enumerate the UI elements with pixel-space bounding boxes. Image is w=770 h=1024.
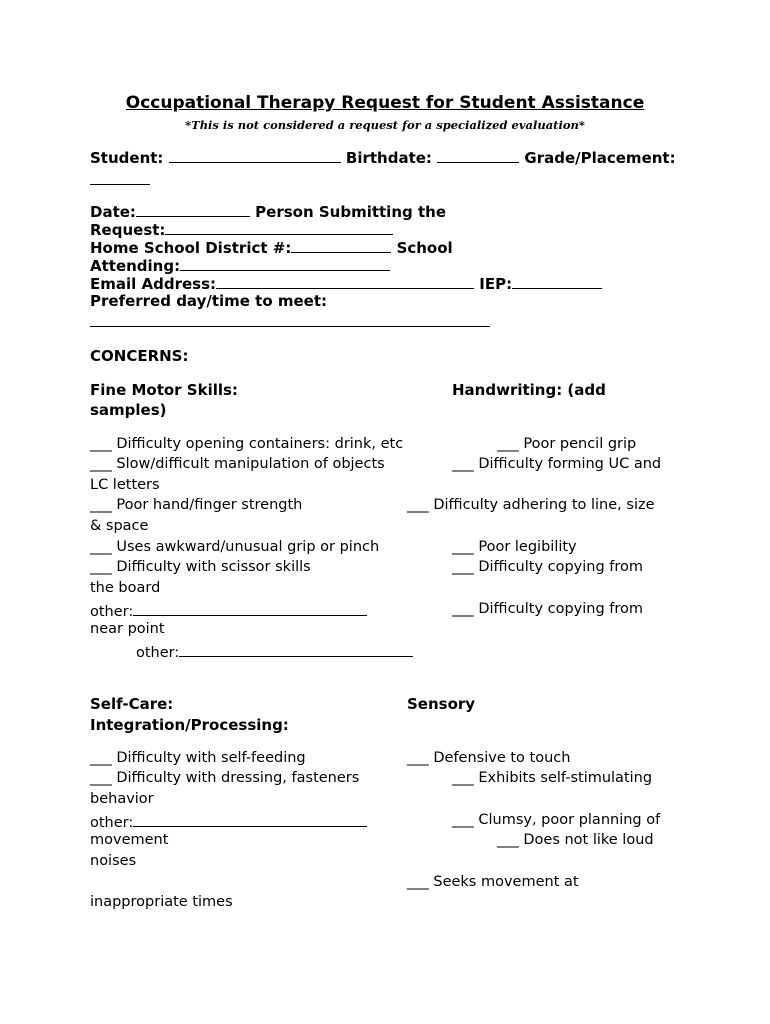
fine-motor-item: ___ Difficulty opening containers: drink, etc xyxy=(90,436,404,452)
preferred-label: Preferred day/time to meet: xyxy=(90,292,328,310)
handwriting-item: ___ Poor pencil grip xyxy=(497,436,637,452)
request-label: Request: xyxy=(90,221,166,239)
self-care-item: noises xyxy=(90,853,137,869)
request-row xyxy=(90,220,393,239)
self-care-item: movement xyxy=(90,832,169,848)
self-care-heading-cont: Integration/Processing: xyxy=(90,716,289,734)
fine-motor-item: ___ Poor hand/finger strength xyxy=(90,497,303,513)
preferred-field[interactable] xyxy=(90,312,490,327)
sensory-item: ___ Defensive to touch xyxy=(407,750,571,766)
fine-motor-heading: Fine Motor Skills: xyxy=(90,381,238,399)
date-row xyxy=(90,202,446,221)
home-school-district-field[interactable] xyxy=(291,238,391,253)
sensory-item: ___ Does not like loud xyxy=(497,832,654,848)
fine-motor-item: the board xyxy=(90,580,161,596)
sensory-item: ___ Clumsy, poor planning of xyxy=(452,812,661,828)
student-field[interactable] xyxy=(169,148,341,163)
attending-field[interactable] xyxy=(180,256,390,271)
attending-label: Attending: xyxy=(90,257,181,275)
attending-row xyxy=(90,256,390,275)
fine-motor-item: ___ Uses awkward/unusual grip or pinch xyxy=(90,539,380,555)
handwriting-item: ___ Difficulty forming UC and xyxy=(452,456,662,472)
email-label: Email Address: xyxy=(90,275,217,293)
self-care-other-label: other: xyxy=(90,815,134,831)
fine-motor-item: near point xyxy=(90,621,165,637)
email-row xyxy=(90,274,602,293)
self-care-item: inappropriate times xyxy=(90,894,233,910)
birthdate-label: Birthdate: xyxy=(345,149,432,167)
self-care-item: ___ Difficulty with dressing, fasteners xyxy=(90,770,360,786)
home-school-district-label: Home School District #: xyxy=(90,239,292,257)
fine-motor-heading-cont: samples) xyxy=(90,401,167,419)
form-subtitle: *This is not considered a request for a specialized evaluation* xyxy=(185,118,585,132)
date-field[interactable] xyxy=(136,202,250,217)
handwriting-item: ___ Poor legibility xyxy=(452,539,577,555)
concerns-heading: CONCERNS: xyxy=(90,347,189,365)
district-row xyxy=(90,238,453,257)
student-label: Student: xyxy=(90,149,164,167)
handwriting-item: ___ Difficulty copying from xyxy=(452,601,644,617)
date-label: Date: xyxy=(90,203,136,221)
fine-motor-item: LC letters xyxy=(90,477,160,493)
fine-motor-other-label: other: xyxy=(90,604,134,620)
self-care-other-row xyxy=(90,812,367,831)
sensory-heading: Sensory xyxy=(407,695,476,713)
self-care-other-field[interactable] xyxy=(133,812,367,827)
school-label: School xyxy=(396,239,453,257)
handwriting-other-label: other: xyxy=(136,645,180,661)
self-care-item: ___ Difficulty with self-feeding xyxy=(90,750,306,766)
self-care-heading: Self-Care: xyxy=(90,695,174,713)
student-row xyxy=(90,148,676,167)
fine-motor-item: & space xyxy=(90,518,149,534)
fine-motor-other-row xyxy=(90,601,367,620)
grade-field[interactable] xyxy=(90,170,150,185)
grade-label: Grade/Placement: xyxy=(524,149,676,167)
request-field[interactable] xyxy=(165,220,393,235)
handwriting-other-field[interactable] xyxy=(179,642,413,657)
self-care-item: behavior xyxy=(90,791,154,807)
person-submitting-label: Person Submitting the xyxy=(255,203,446,221)
iep-field[interactable] xyxy=(512,274,602,289)
fine-motor-other-field[interactable] xyxy=(133,601,367,616)
fine-motor-item: ___ Difficulty with scissor skills xyxy=(90,559,311,575)
fine-motor-item: ___ Slow/difficult manipulation of objects xyxy=(90,456,385,472)
sensory-item: ___ Exhibits self-stimulating xyxy=(452,770,653,786)
handwriting-item: ___ Difficulty copying from xyxy=(452,559,644,575)
sensory-item: ___ Seeks movement at xyxy=(407,874,579,890)
handwriting-other-row xyxy=(136,642,413,661)
handwriting-item: ___ Difficulty adhering to line, size xyxy=(407,497,655,513)
handwriting-heading: Handwriting: (add xyxy=(452,381,606,399)
iep-label: IEP: xyxy=(479,275,513,293)
birthdate-field[interactable] xyxy=(437,148,519,163)
form-title: Occupational Therapy Request for Student Assistance xyxy=(125,93,645,113)
email-field[interactable] xyxy=(216,274,474,289)
